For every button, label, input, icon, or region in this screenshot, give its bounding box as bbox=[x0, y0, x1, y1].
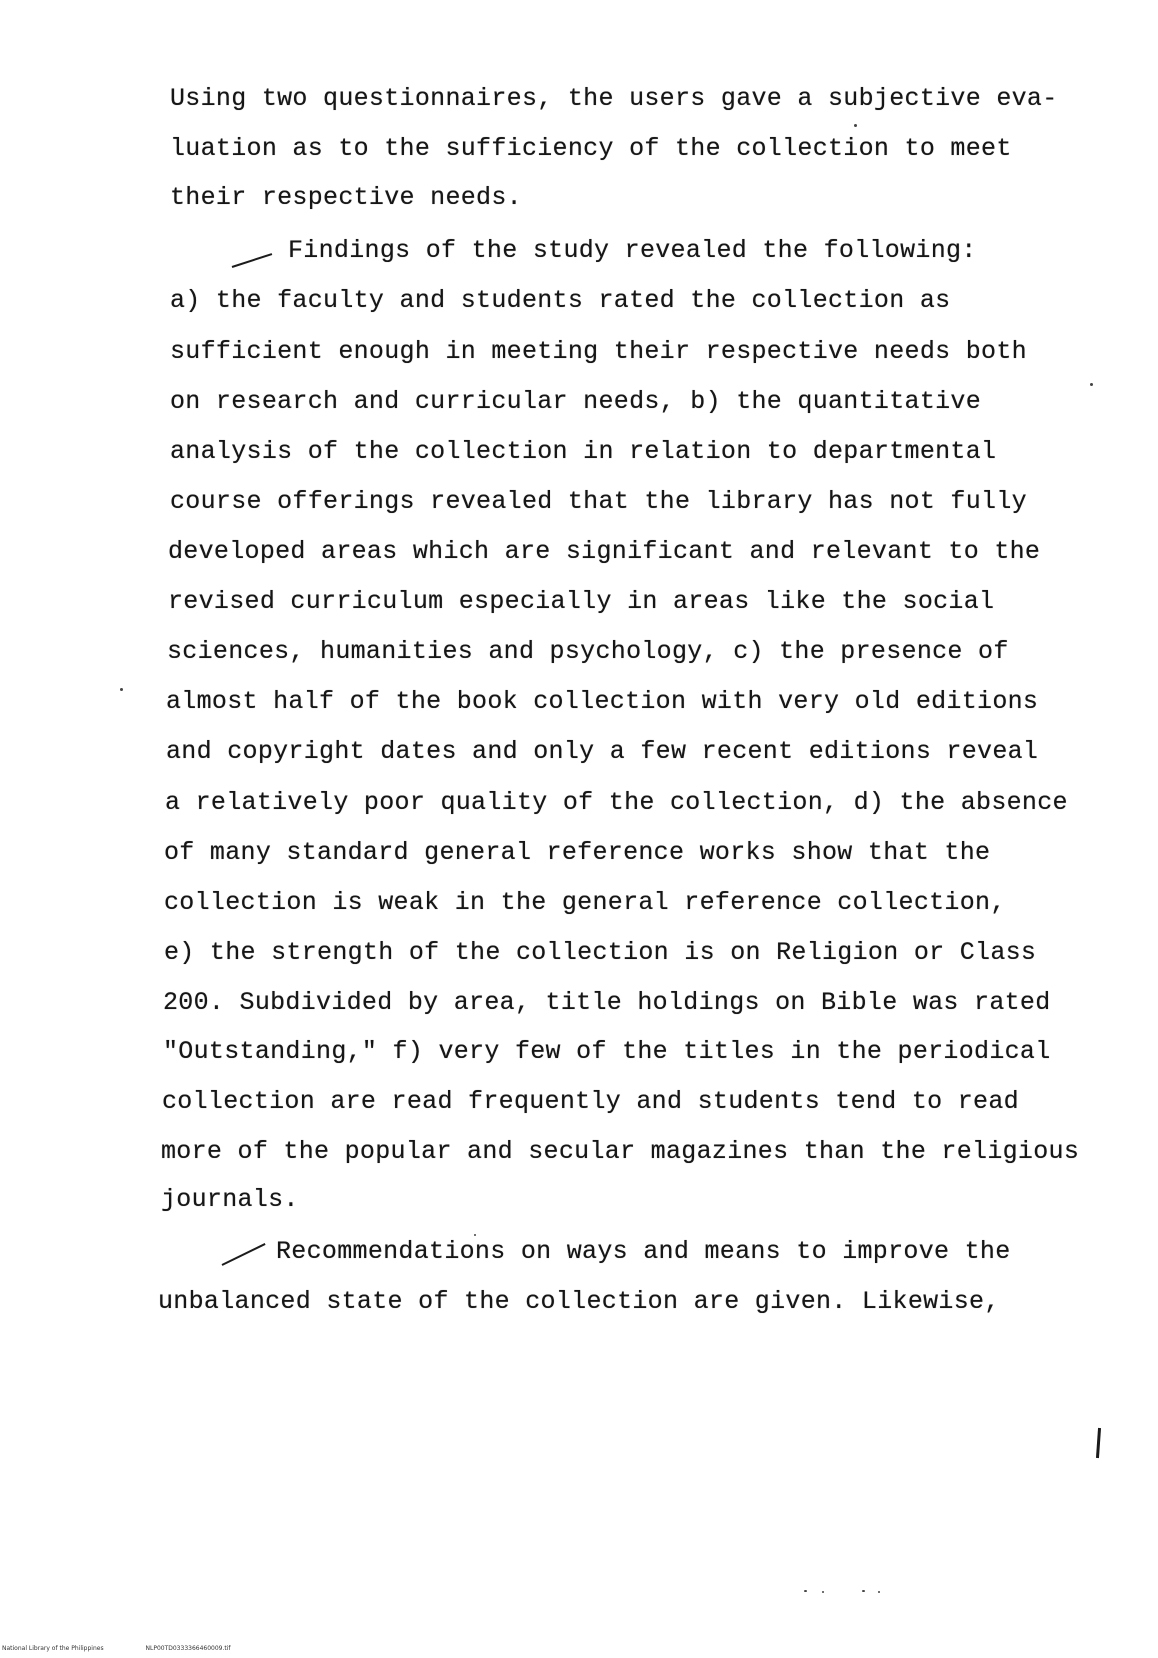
text-line: unbalanced state of the collection are given. Likewise, bbox=[158, 1287, 1000, 1316]
text-line: on research and curricular needs, b) the quantitative bbox=[170, 387, 982, 416]
scan-speck bbox=[862, 1590, 865, 1592]
text-line: collection is weak in the general reference collection, bbox=[164, 888, 1006, 917]
text-line: journals. bbox=[161, 1185, 299, 1214]
text-line: sufficient enough in meeting their respective needs both bbox=[170, 337, 1027, 366]
text-line: e) the strength of the collection is on Religion or Class bbox=[164, 938, 1037, 967]
scan-speck bbox=[120, 688, 123, 691]
text-line: almost half of the book collection with very old editions bbox=[166, 687, 1039, 716]
scan-speck bbox=[474, 1234, 476, 1236]
footer-file-id: NLP00TD0333366460009.tif bbox=[145, 1645, 231, 1652]
text-line: Recommendations on ways and means to improve the bbox=[276, 1237, 1011, 1266]
text-line: "Outstanding," f) very few of the titles in the periodical bbox=[163, 1037, 1051, 1066]
text-line: of many standard general reference works show that the bbox=[164, 838, 991, 867]
scan-footer bbox=[2, 1645, 271, 1652]
scan-speck bbox=[822, 1591, 824, 1593]
text-line: their respective needs. bbox=[170, 183, 522, 212]
text-line: 200. Subdivided by area, title holdings on Bible was rated bbox=[163, 988, 1051, 1017]
pen-tick-mark bbox=[232, 253, 273, 268]
text-line: a) the faculty and students rated the collection as bbox=[170, 286, 951, 315]
text-line: analysis of the collection in relation to departmental bbox=[170, 437, 997, 466]
text-line: collection are read frequently and students tend to read bbox=[162, 1087, 1019, 1116]
text-line: and copyright dates and only a few recent editions reveal bbox=[166, 737, 1039, 766]
text-line: Using two questionnaires, the users gave a subjective eva- bbox=[170, 84, 1058, 113]
text-line: luation as to the sufficiency of the collection to meet bbox=[170, 134, 1012, 163]
scan-speck bbox=[1090, 383, 1093, 386]
margin-mark bbox=[1096, 1428, 1101, 1458]
scan-speck bbox=[804, 1590, 807, 1592]
text-line: a relatively poor quality of the collection, d) the absence bbox=[165, 788, 1068, 817]
pen-tick-mark bbox=[222, 1243, 266, 1266]
scan-speck bbox=[878, 1591, 880, 1593]
scan-speck bbox=[854, 124, 857, 127]
text-line: Findings of the study revealed the following: bbox=[288, 236, 977, 265]
text-line: sciences, humanities and psychology, c) the presence of bbox=[167, 637, 1009, 666]
footer-source: National Library of the Philippines bbox=[2, 1645, 104, 1652]
text-line: more of the popular and secular magazines than the religious bbox=[161, 1137, 1080, 1166]
text-line: revised curriculum especially in areas like the social bbox=[168, 587, 995, 616]
text-line: course offerings revealed that the library has not fully bbox=[170, 487, 1027, 516]
text-line: developed areas which are significant and relevant to the bbox=[168, 537, 1041, 566]
